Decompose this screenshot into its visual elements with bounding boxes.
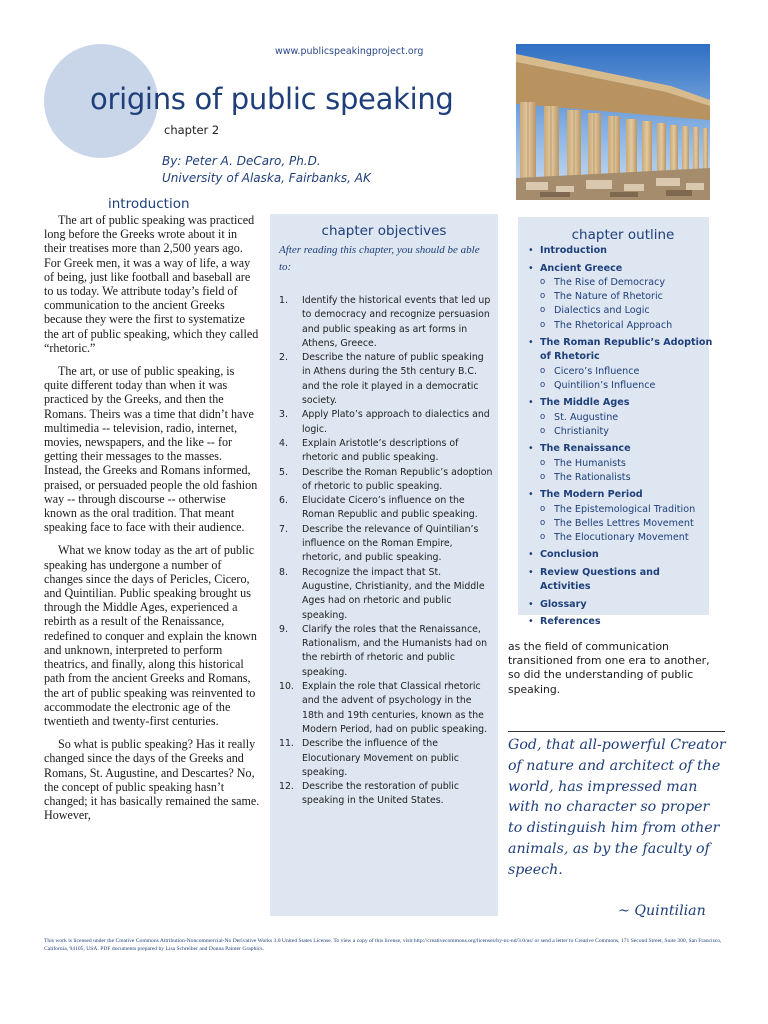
objective-text: Describe the Roman Republic’s adoption of rhetoric to public speaking. (302, 466, 493, 492)
outline-subitem: o The Humanists (528, 457, 713, 471)
intro-paragraph: The art, or use of public speaking, is quite different today than when it was practiced by the Greeks, and then the Romans. Theirs was a time that didn’t have multimedia -- television, radio, internet, movies, newspapers, and the like -- for getting their messages to the masses. Instead, the Greeks and Romans informed, praised, or persuaded people the old fashion way -- through discourse -- otherwise known as the oral tradition. That meant speaking face to face with their audience. (44, 364, 258, 535)
objective-number: 6. (279, 495, 288, 507)
introduction-body (44, 213, 260, 831)
objectives-heading: chapter objectives (321, 223, 447, 239)
outline-list (528, 244, 713, 633)
objective-number: 9. (279, 623, 288, 635)
page-title: origins of public speaking (90, 82, 454, 116)
author-affiliation: University of Alaska, Fairbanks, AK (162, 171, 371, 185)
objective-number: 4. (279, 437, 288, 449)
outline-item: • Ancient Greece (528, 262, 713, 277)
objective-number: 5. (279, 466, 288, 478)
outline-heading: chapter outline (571, 227, 675, 243)
objective-item (279, 494, 494, 523)
objective-item (279, 351, 494, 408)
objective-number: 3. (279, 409, 288, 421)
objective-text: Describe the influence of the Elocutionary Movement on public speaking. (302, 738, 459, 778)
objective-number: 8. (279, 566, 288, 578)
outline-item: • Review Questions and Activities (528, 566, 713, 595)
outline-item: • The Renaissance (528, 442, 713, 457)
outline-subitem: o The Elocutionary Movement (528, 531, 713, 545)
outline-item: • The Middle Ages (528, 396, 713, 411)
site-url[interactable]: www.publicspeakingproject.org (275, 46, 424, 57)
continuation-text: as the field of communication transitioned from one era to another, so did the understanding of public speaking. (508, 640, 710, 696)
objective-item (279, 466, 494, 495)
objective-number: 1. (279, 295, 288, 306)
objective-number: 12. (279, 781, 294, 793)
outline-item: • References (528, 615, 713, 630)
objective-text: Identify the historical events that led up to democracy and recognize persuasion and public speaking as art forms in Athens, Greece. (302, 295, 491, 349)
objective-text: Apply Plato’s approach to dialectics and logic. (302, 409, 490, 435)
intro-paragraph: The art of public speaking was practiced long before the Greeks wrote about it in their treatises more than 2,500 years ago. For Greek men, it was a way of life, a way of being, just like football and baseball are to us today. We attribute today’s field of communication to the ancient Greeks because they were the first to systematize the art of public speaking, which they called “rhetoric.” (44, 213, 259, 355)
outline-subitem: o The Epistemological Tradition (528, 503, 713, 517)
objectives-intro: After reading this chapter, you should be able to: (279, 244, 480, 273)
objective-text: Describe the relevance of Quintilian’s influence on the Roman Empire, rhetoric, and public speaking. (302, 523, 479, 564)
objective-text: Describe the nature of public speaking in Athens during the 5th century B.C. and the role it played in a democratic society. (302, 352, 484, 407)
outline-subitem: o The Rhetorical Approach (528, 319, 713, 333)
outline-subitem: o Dialectics and Logic (528, 304, 713, 318)
objective-item (279, 408, 494, 437)
objective-number: 10. (279, 681, 294, 693)
chapter-label: chapter 2 (164, 123, 220, 137)
intro-paragraph: What we know today as the art of public speaking has undergone a number of changes since the days of Pericles, Cicero, and Quintilian. Public speaking brought us through the Middle Ages, experienced a rebirth as a result of the Renaissance, redefined to conquer and explain the known and unknown, interpreted to perform theatrics, and finally, along this historical path from the ancient Greeks and Romans, the art of public speaking was reinvented to accommodate the electronic age of the twentieth and twenty-first centuries. (44, 543, 257, 728)
objective-item (279, 437, 494, 466)
pull-quote: God, that all-powerful Creator of nature and architect of the world, has impressed man with no character so proper to distinguish him from other animals, as by the faculty of speech. (508, 737, 726, 878)
outline-subitem: o Cicero’s Influence (528, 365, 713, 379)
outline-subitem: o The Rise of Democracy (528, 276, 713, 290)
objective-item (279, 294, 494, 351)
quote-attribution: ~ Quintilian (618, 903, 706, 919)
outline-item: • The Modern Period (528, 488, 713, 503)
outline-item: • Glossary (528, 598, 713, 613)
license-footer: This work is licensed under the Creative Commons Attribution-Noncommercial-No Derivative Works 3.0 United States License. To view a copy of this license, visit http://creativecommons.org/licenses/by-nc-nd/3.0/us/ or send a letter to Creative Commons, 171 Second Street, Suite 300, San Francisco, California, 94105, USA. PDF documents prepared by Lisa Schreiber and Donna Painter Graphics. (44, 938, 722, 952)
objectives-list (279, 294, 494, 809)
outline-item: • Conclusion (528, 548, 713, 563)
objective-item (279, 780, 494, 809)
outline-subitem: o Christianity (528, 425, 713, 439)
outline-item: • The Roman Republic’s Adoption of Rhetoric (528, 336, 713, 365)
outline-subitem: o The Nature of Rhetoric (528, 290, 713, 304)
author-block (162, 153, 371, 187)
outline-item: • Introduction (528, 244, 713, 259)
objective-item (279, 523, 494, 566)
outline-subitem: o St. Augustine (528, 411, 713, 425)
objective-text: Elucidate Cicero’s influence on the Roman Republic and public speaking. (302, 495, 478, 521)
author-name: By: Peter A. DeCaro, Ph.D. (162, 154, 321, 168)
objective-number: 2. (279, 352, 288, 364)
objective-item (279, 737, 494, 780)
parthenon-photo (516, 44, 710, 200)
objective-number: 7. (279, 523, 288, 535)
objective-text: Explain the role that Classical rhetoric and the advent of psychology in the 18th and 19th centuries, known as the Modern Period, had on public speaking. (302, 681, 488, 735)
objective-text: Clarify the roles that the Renaissance, Rationalism, and the Humanists had on the rebirth of rhetoric and public speaking. (302, 623, 488, 678)
objective-number: 11. (279, 738, 294, 750)
outline-subitem: o The Rationalists (528, 471, 713, 485)
objective-text: Explain Aristotle’s descriptions of rhetoric and public speaking. (302, 437, 459, 464)
objective-text: Recognize the impact that St. Augustine, Christianity, and the Middle Ages had on rhetoric and public speaking. (302, 566, 485, 621)
outline-subitem: o The Belles Lettres Movement (528, 517, 713, 531)
objective-text: Describe the restoration of public speaking in the United States. (302, 781, 460, 807)
objective-item (279, 566, 494, 623)
objective-item (279, 623, 494, 680)
objective-item (279, 680, 494, 737)
introduction-heading: introduction (108, 196, 190, 212)
intro-paragraph: So what is public speaking? Has it really changed since the days of the Greeks and Romans, St. Augustine, and Descartes? No, the concept of public speaking hasn’t changed; it has basically remained the same. However, (44, 737, 260, 823)
outline-subitem: o Quintilion’s Influence (528, 379, 713, 393)
parthenon-image (516, 44, 710, 200)
quote-divider (508, 731, 725, 732)
